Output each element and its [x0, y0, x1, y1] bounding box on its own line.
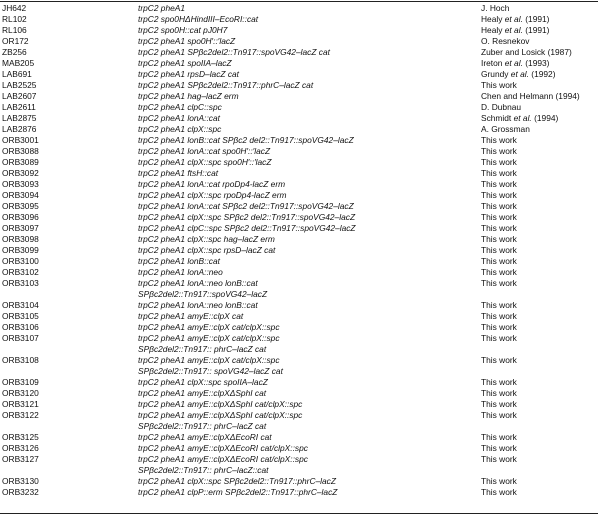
source-cell: This work [481, 443, 517, 453]
genotype-cell: trpC2 pheA1 rpsD–lacZ cat [138, 69, 240, 79]
table-row [0, 36, 598, 47]
genotype-cell: trpC2 pheA1 lonA::neo [138, 267, 223, 277]
strain-cell: ORB3107 [2, 333, 39, 343]
table-row [0, 443, 598, 454]
source-cell: This work [481, 487, 517, 497]
strain-cell: ORB3100 [2, 256, 39, 266]
strain-cell: ORB3126 [2, 443, 39, 453]
table-row [0, 399, 598, 410]
table-row [0, 146, 598, 157]
genotype-cell: trpC2 spo0HΔHindIII–EcoRI::cat [138, 14, 259, 24]
strain-cell: LAB2875 [2, 113, 37, 123]
strain-cell: ORB3125 [2, 432, 39, 442]
table-row [0, 157, 598, 168]
genotype-cell: trpC2 pheA1 clpC::spc SPβc2 del2::Tn917::spoVG42–lacZ [138, 223, 356, 233]
table-row [0, 223, 598, 234]
table-row [0, 344, 598, 355]
strain-cell: ORB3089 [2, 157, 39, 167]
table-row [0, 355, 598, 366]
genotype-cell: trpC2 pheA1 lonB::cat [138, 256, 220, 266]
source-cell: This work [481, 377, 517, 387]
source-cell: This work [481, 179, 517, 189]
table-row [0, 69, 598, 80]
source-cell: J. Hoch [481, 3, 510, 13]
table-row [0, 47, 598, 58]
strain-cell: LAB2607 [2, 91, 37, 101]
table-row [0, 212, 598, 223]
strain-cell: ORB3130 [2, 476, 39, 486]
table-row [0, 333, 598, 344]
table-row [0, 311, 598, 322]
genotype-cell: trpC2 pheA1 spoIIA–lacZ [138, 58, 232, 68]
genotype-cell: trpC2 pheA1 lonA::cat spo0H′::′lacZ [138, 146, 271, 156]
genotype-cell: trpC2 pheA1 clpX::spc [138, 124, 222, 134]
source-cell: Chen and Helmann (1994) [481, 91, 580, 101]
table-row [0, 300, 598, 311]
genotype-cell: trpC2 pheA1 amyE::clpX cat [138, 311, 244, 321]
genotype-cell: trpC2 pheA1 clpX::spc spoIIA–lacZ [138, 377, 268, 387]
source-cell: This work [481, 388, 517, 398]
source-cell: Healy et al. (1991) [481, 14, 550, 24]
strain-cell: ZB256 [2, 47, 27, 57]
strain-cell: ORB3103 [2, 278, 39, 288]
genotype-cell: trpC2 pheA1 amyE::clpXΔEcoRI cat/clpX::spc [138, 454, 308, 464]
table-row [0, 58, 598, 69]
strain-cell: LAB2611 [2, 102, 36, 112]
genotype-cell: trpC2 pheA1 amyE::clpXΔSphI cat/clpX::spc [138, 410, 303, 420]
source-cell: Healy et al. (1991) [481, 25, 550, 35]
table-row [0, 80, 598, 91]
genotype-cell: SPβc2del2::Tn917::spoVG42–lacZ [138, 289, 268, 299]
table-row [0, 201, 598, 212]
genotype-cell: trpC2 pheA1 spo0H′::′lacZ [138, 36, 236, 46]
source-cell: This work [481, 146, 517, 156]
bottom-rule [0, 513, 598, 514]
source-cell: This work [481, 300, 517, 310]
table-row [0, 267, 598, 278]
strain-cell: ORB3232 [2, 487, 39, 497]
strain-cell: ORB3102 [2, 267, 39, 277]
genotype-cell: trpC2 pheA1 amyE::clpXΔSphI cat [138, 388, 267, 398]
table-row [0, 377, 598, 388]
table-row [0, 432, 598, 443]
genotype-cell: trpC2 pheA1 ftsH::cat [138, 168, 219, 178]
genotype-cell: trpC2 pheA1 lonA::cat [138, 113, 220, 123]
strain-cell: ORB3121 [2, 399, 39, 409]
source-cell: This work [481, 256, 517, 266]
strain-cell: ORB3104 [2, 300, 39, 310]
strain-cell: RL102 [2, 14, 27, 24]
table-row [0, 190, 598, 201]
table-row [0, 14, 598, 25]
genotype-cell: trpC2 pheA1 SPβc2del2::Tn917::phrC–lacZ cat [138, 80, 314, 90]
genotype-cell: trpC2 pheA1 lonB::cat SPβc2 del2::Tn917::spoVG42–lacZ [138, 135, 354, 145]
strain-cell: RL106 [2, 25, 27, 35]
strain-cell: OR172 [2, 36, 29, 46]
strain-cell: ORB3098 [2, 234, 39, 244]
source-cell: This work [481, 454, 517, 464]
genotype-cell: SPβc2del2::Tn917:: phrC–lacZ cat [138, 344, 267, 354]
source-cell: Zuber and Losick (1987) [481, 47, 572, 57]
genotype-cell: trpC2 pheA1 amyE::clpX cat/clpX::spc [138, 355, 280, 365]
top-rule [0, 1, 598, 2]
genotype-cell: trpC2 pheA1 clpX::spc rpsD–lacZ cat [138, 245, 276, 255]
source-cell: This work [481, 322, 517, 332]
source-cell: This work [481, 311, 517, 321]
genotype-cell: trpC2 pheA1 clpX::spc spo0H′::′lacZ [138, 157, 272, 167]
source-cell: D. Dubnau [481, 102, 522, 112]
strain-cell: ORB3092 [2, 168, 39, 178]
table-row [0, 179, 598, 190]
source-cell: This work [481, 278, 517, 288]
table-row [0, 410, 598, 421]
genotype-cell: trpC2 pheA1 amyE::clpXΔEcoRI cat/clpX::spc [138, 443, 308, 453]
strain-cell: ORB3120 [2, 388, 39, 398]
table-row [0, 256, 598, 267]
source-cell: This work [481, 201, 517, 211]
table-row [0, 289, 598, 300]
strain-cell: JH642 [2, 3, 27, 13]
strain-cell: ORB3105 [2, 311, 39, 321]
strain-cell: ORB3109 [2, 377, 39, 387]
table-row [0, 124, 598, 135]
source-cell: This work [481, 476, 517, 486]
table-row [0, 322, 598, 333]
genotype-cell: trpC2 pheA1 [138, 3, 186, 13]
table-row [0, 25, 598, 36]
table-row [0, 113, 598, 124]
strain-cell: ORB3106 [2, 322, 39, 332]
strain-cell: ORB3122 [2, 410, 39, 420]
strain-cell: ORB3108 [2, 355, 39, 365]
strain-cell: MAB205 [2, 58, 35, 68]
strain-cell: ORB3127 [2, 454, 39, 464]
strain-cell: ORB3001 [2, 135, 39, 145]
table-row [0, 3, 598, 14]
source-cell: This work [481, 399, 517, 409]
table-row [0, 135, 598, 146]
strain-cell: ORB3097 [2, 223, 39, 233]
genotype-cell: trpC2 pheA1 clpX::spc rpoDp4-lacZ erm [138, 190, 287, 200]
source-cell: This work [481, 333, 517, 343]
table-row [0, 245, 598, 256]
source-cell: This work [481, 432, 517, 442]
table-row [0, 465, 598, 476]
source-cell: This work [481, 157, 517, 167]
genotype-cell: trpC2 pheA1 lonA::neo lonB::cat [138, 300, 258, 310]
table-row [0, 487, 598, 498]
table-row [0, 388, 598, 399]
source-cell: This work [481, 267, 517, 277]
genotype-cell: trpC2 pheA1 hag–lacZ erm [138, 91, 239, 101]
source-cell: This work [481, 190, 517, 200]
genotype-cell: trpC2 pheA1 clpX::spc SPβc2 del2::Tn917::spoVG42–lacZ [138, 212, 356, 222]
source-cell: This work [481, 355, 517, 365]
table-row [0, 168, 598, 179]
table-row [0, 421, 598, 432]
source-cell: Ireton et al. (1993) [481, 58, 550, 68]
genotype-cell: trpC2 pheA1 clpC::spc [138, 102, 222, 112]
source-cell: Schmidt et al. (1994) [481, 113, 559, 123]
table-row [0, 278, 598, 289]
genotype-cell: trpC2 pheA1 amyE::clpX cat/clpX::spc [138, 322, 280, 332]
strain-cell: ORB3088 [2, 146, 39, 156]
table-row [0, 454, 598, 465]
strain-cell: LAB2876 [2, 124, 37, 134]
strain-cell: ORB3099 [2, 245, 39, 255]
source-cell: This work [481, 245, 517, 255]
source-cell: Grundy et al. (1992) [481, 69, 556, 79]
table-row [0, 234, 598, 245]
strain-cell: ORB3093 [2, 179, 39, 189]
source-cell: This work [481, 168, 517, 178]
genotype-cell: trpC2 pheA1 amyE::clpXΔSphI cat/clpX::spc [138, 399, 303, 409]
source-cell: This work [481, 223, 517, 233]
strain-cell: ORB3094 [2, 190, 39, 200]
genotype-cell: trpC2 pheA1 lonA::neo lonB::cat [138, 278, 258, 288]
source-cell: This work [481, 212, 517, 222]
table-row [0, 102, 598, 113]
genotype-cell: trpC2 pheA1 clpX::spc SPβc2del2::Tn917::phrC–lacZ [138, 476, 336, 486]
genotype-cell: trpC2 spo0H::cat pJ0H7 [138, 25, 228, 35]
genotype-cell: trpC2 pheA1 lonA::cat rpoDp4-lacZ erm [138, 179, 286, 189]
strain-cell: ORB3095 [2, 201, 39, 211]
source-cell: This work [481, 410, 517, 420]
source-cell: A. Grossman [481, 124, 530, 134]
table-row [0, 91, 598, 102]
source-cell: This work [481, 80, 517, 90]
genotype-cell: SPβc2del2::Tn917:: phrC–lacZ::cat [138, 465, 269, 475]
genotype-cell: trpC2 pheA1 SPβc2del2::Tn917::spoVG42–lacZ cat [138, 47, 330, 57]
table-row [0, 476, 598, 487]
source-cell: This work [481, 234, 517, 244]
genotype-cell: trpC2 pheA1 clpX::spc hag–lacZ erm [138, 234, 275, 244]
source-cell: O. Resnekov [481, 36, 530, 46]
genotype-cell: trpC2 pheA1 amyE::clpXΔEcoRI cat [138, 432, 272, 442]
source-cell: This work [481, 135, 517, 145]
strain-cell: LAB2525 [2, 80, 37, 90]
genotype-cell: trpC2 pheA1 clpP::erm SPβc2del2::Tn917::phrC–lacZ [138, 487, 338, 497]
genotype-cell: trpC2 pheA1 lonA::cat SPβc2 del2::Tn917::spoVG42–lacZ [138, 201, 354, 211]
genotype-cell: SPβc2del2::Tn917:: phrC–lacZ cat [138, 421, 267, 431]
table-row [0, 366, 598, 377]
strain-cell: ORB3096 [2, 212, 39, 222]
strain-cell: LAB691 [2, 69, 32, 79]
genotype-cell: trpC2 pheA1 amyE::clpX cat/clpX::spc [138, 333, 280, 343]
genotype-cell: SPβc2del2::Tn917:: spoVG42–lacZ cat [138, 366, 283, 376]
